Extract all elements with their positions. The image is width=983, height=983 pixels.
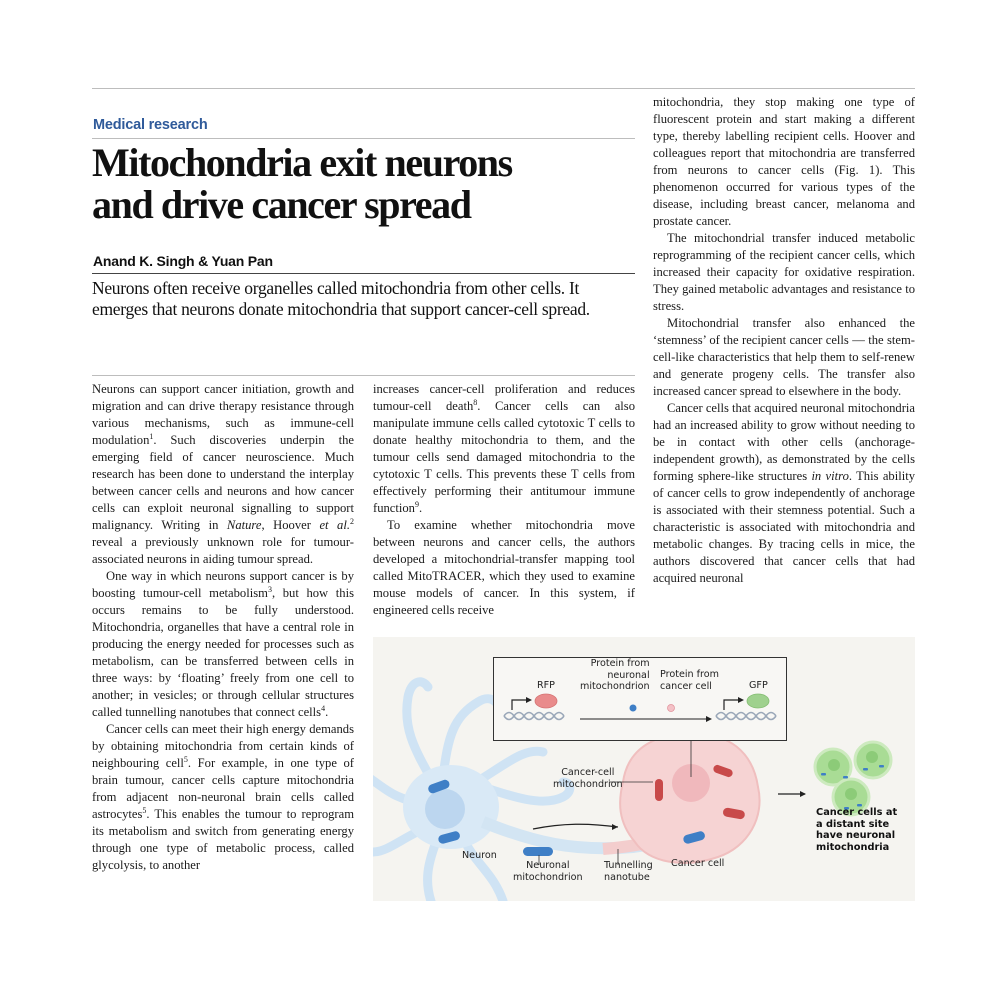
reference-2[interactable]: 2 — [350, 516, 354, 526]
authors: Anand K. Singh & Yuan Pan — [93, 253, 273, 269]
section-label: Medical research — [93, 117, 208, 133]
reference-4[interactable]: 4 — [321, 703, 326, 713]
dna-icon — [504, 713, 564, 720]
figure-1 — [373, 637, 915, 901]
paragraph: Neurons can support cancer initiation, growth and migration and can drive therapy resistance through various mechanisms, such as immune-cell modulation$^1$. Such discoveries underpin the emerging field of cancer neuroscience. Much research has been done to understand the interplay between cancer cells and neurons and how cancer cells can exploit neuronal signalling to support malignancy. Writing in Nature, Hoover et al.$^2$ reveal a previously unknown role for tumour-associated neurons in aiding tumour spread. — [92, 382, 354, 566]
rfp-icon — [535, 694, 557, 708]
paragraph: Cancer cells that acquired neuronal mitochondria had an increased ability to grow without needing to be in contact with other cells (anchorage-independent growth), as demonstrated by the cells forming sphere-like structures in vitro. This ability of cancer cells to grow independently of anchorage is associated with their stemness potential. Such a characteristic is associated with mitochondria and metabolic changes. By tracing cells in mice, the authors discovered that cancer cells that had acquired neuronal — [653, 401, 915, 585]
section-rule — [92, 138, 635, 139]
paragraph: One way in which neurons support cancer is by boosting tumour-cell metabolism$^3$, but how this occurs remains to be fully understood. Mitochondria, organelles that have a central role in producing the energy needed for processes such as metabolism, can be transferred between cells in three ways: by ‘floating’ freely from one cell to another; in vesicles; or through cellular structures called tunnelling nanotubes that connect cells$^4$. — [92, 569, 354, 719]
distant-cancer-cells-icon — [815, 742, 891, 815]
reference-9[interactable]: 9 — [414, 499, 419, 509]
cancer-protein-icon — [668, 705, 675, 712]
paragraph: The mitochondrial transfer induced metabolic reprogramming of the recipient cancer cells, which increased their capacity for oxidative respiration. They gained metabolic advantages and resistance to stress. — [653, 231, 915, 313]
gfp-label: GFP — [749, 680, 768, 691]
top-rule — [92, 88, 915, 89]
distant-site-caption: Cancer cells at a distant site have neuronal mitochondria — [816, 807, 898, 853]
cancer-cell-mitochondrion-label: Cancer-cell mitochondrion — [553, 767, 623, 790]
rfp-label: RFP — [537, 680, 555, 691]
reference-5[interactable]: 5 — [183, 754, 188, 764]
neuron-label: Neuron — [462, 850, 497, 861]
neuron-nucleus — [425, 789, 465, 829]
title-line-1: Mitochondria exit neurons — [92, 140, 512, 185]
paragraph: Cancer cells can meet their high energy demands by obtaining mitochondria from certain kinds of neighbouring cell$^5$. For example, in one type of brain tumour, cancer cells capture mitochondria from adjacent non-neuronal brain cells called astrocytes$^5$. This enables the tumour to reprogram its metabolism and switch from generating energy through one type of metabolic process, called glycolysis, to another — [92, 722, 354, 872]
body-rule — [92, 375, 635, 376]
reference-8[interactable]: 8 — [473, 397, 478, 407]
paragraph: To examine whether mitochondria move between neurons and cancer cells, the authors developed a mitochondrial-transfer mapping tool called MitoTRACER, which they used to examine mouse models of cancer. In this system, if engineered cells receive — [373, 518, 635, 617]
reference-1[interactable]: 1 — [149, 431, 154, 441]
gfp-icon — [747, 694, 769, 708]
paragraph: Mitochondrial transfer also enhanced the ‘stemness’ of the recipient cancer cells — the stem-cell-like characteristics that help them to self-renew and generate progeny cells. The transfer also increased cancer spread to elsewhere in the body. — [653, 316, 915, 398]
reference-5b[interactable]: 5 — [142, 805, 147, 815]
standfirst: Neurons often receive organelles called mitochondria from other cells. It emerges that neurons donate mitochondria that support cancer-cell spread. — [92, 278, 590, 319]
reference-3[interactable]: 3 — [267, 584, 272, 594]
article-title — [92, 142, 652, 226]
protein-cancer-label: Protein from cancer cell — [660, 669, 720, 692]
authors-rule — [92, 273, 635, 274]
column-2 — [373, 381, 635, 631]
neuronal-mitochondrion-label: Neuronal mitochondrion — [513, 860, 583, 883]
neuronal-mitochondrion-icon — [523, 847, 553, 856]
paragraph: increases cancer-cell proliferation and reduces tumour-cell death$^8$. Cancer cells can also manipulate immune cells called cytotoxic T cells to donate healthy mitochondria to them, and the tumour cells send damaged mitochondria to the cytotoxic T cells. This prevents these T cells from effectively performing their antitumour immune function$^9$. — [373, 382, 635, 515]
title-line-2: and drive cancer spread — [92, 182, 471, 227]
cancer-cell-label: Cancer cell — [671, 858, 725, 869]
paragraph: mitochondria, they stop making one type of fluorescent protein and start making a different type, thereby labelling recipient cells. Hoover and colleagues report that mitochondria are transferred from neurons to cancer cells (Fig. 1). This phenomenon occurred for various types of the disease, including breast cancer, melanoma and prostate cancer. — [653, 95, 915, 228]
mitotracer-inset — [493, 657, 787, 741]
column-3 — [653, 94, 915, 624]
protein-neuronal-label: Protein from neuronal mitochondrion — [580, 658, 650, 692]
neuronal-protein-icon — [630, 705, 637, 712]
column-1 — [92, 381, 354, 911]
tunnelling-nanotube-label: Tunnelling nanotube — [604, 860, 653, 883]
